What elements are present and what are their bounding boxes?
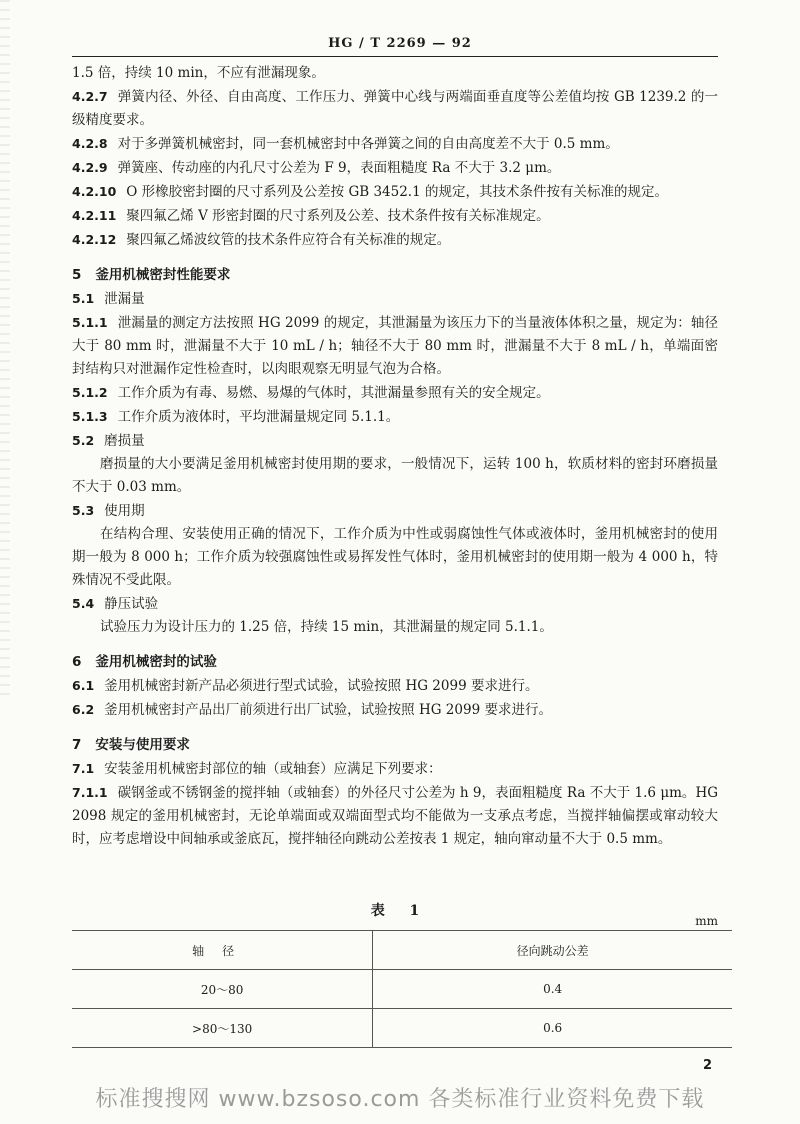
table-row — [72, 1009, 732, 1048]
clause-text: 使用期 — [104, 503, 145, 519]
clause-number: 6.2 — [72, 702, 95, 717]
table-title: 表 1 — [370, 903, 430, 919]
page-number: 2 — [702, 1058, 712, 1073]
table-cell: >80～130 — [72, 1009, 373, 1048]
clause-paragraph — [72, 62, 718, 85]
clause-number: 5.1.3 — [72, 409, 108, 424]
table-header-cell: 径向跳动公差 — [373, 931, 732, 970]
clause-text: 聚四氟乙烯 V 形密封圈的尺寸系列及公差、技术条件按有关标准规定。 — [126, 208, 550, 224]
clause-paragraph — [72, 381, 718, 405]
clause-text: 弹簧内径、外径、自由高度、工作压力、弹簧中心线与两端面垂直度等公差值均按 GB 1239.2 的一级精度要求。 — [72, 89, 718, 128]
clause-text: 试验压力为设计压力的 1.25 倍，持续 15 min，其泄漏量的规定同 5.1.1。 — [100, 619, 553, 635]
clause-text: 釜用机械密封新产品必须进行型式试验，试验按照 HG 2099 要求进行。 — [104, 678, 539, 694]
clause-paragraph — [72, 132, 718, 156]
clause-text: 釜用机械密封产品出厂前须进行出厂试验，试验按照 HG 2099 要求进行。 — [104, 702, 552, 718]
clause-paragraph — [72, 757, 718, 781]
clause-paragraph — [72, 311, 718, 381]
clause-text: 安装与使用要求 — [95, 737, 190, 753]
clause-number: 5.3 — [72, 503, 95, 518]
clause-paragraph — [72, 592, 718, 616]
clause-number: 5.1.2 — [72, 385, 108, 400]
clause-text: 磨损量的大小要满足釜用机械密封使用期的要求，一般情况下，运转 100 h，软质材料的密封环磨损量不大于 0.03 mm。 — [72, 456, 718, 495]
clause-paragraph — [72, 523, 718, 592]
clause-paragraph — [72, 429, 718, 453]
clause-text: 安装釜用机械密封部位的轴（或轴套）应满足下列要求： — [104, 761, 442, 777]
clause-number: 5.2 — [72, 433, 95, 448]
clause-text: 对于多弹簧机械密封，同一套机械密封中各弹簧之间的自由高度差不大于 0.5 mm。 — [117, 136, 619, 152]
table-header-row — [72, 931, 732, 970]
clause-text: 工作介质为有毒、易燃、易爆的气体时，其泄漏量参照有关的安全规定。 — [117, 385, 550, 401]
clause-number: 7.1.1 — [72, 785, 108, 800]
clause-paragraph — [72, 674, 718, 698]
clause-number: 4.2.10 — [72, 184, 117, 199]
page-header: HG / T 2269 — 92 — [328, 36, 472, 51]
clause-paragraph — [72, 616, 718, 639]
clause-text: 静压试验 — [104, 596, 159, 612]
clause-paragraph — [72, 180, 718, 204]
clause-text: 工作介质为液体时，平均泄漏量规定同 5.1.1。 — [117, 409, 400, 425]
clause-number: 4.2.7 — [72, 89, 108, 104]
table-1 — [72, 930, 732, 1048]
clause-number: 5.1 — [72, 291, 95, 306]
clause-text: 在结构合理、安装使用正确的情况下，工作介质为中性或弱腐蚀性气体或液体时，釜用机械密封的使用期一般为 8 000 h；工作介质为较强腐蚀性或易挥发性气体时，釜用机械密封的使用期一般为 4 000 h，特殊情况不受此限。 — [72, 526, 718, 588]
clause-text: 聚四氟乙烯波纹管的技术条件应符合有关标准的规定。 — [126, 232, 451, 248]
section-heading — [72, 734, 718, 757]
clause-paragraph — [72, 781, 718, 851]
clause-number: 4.2.8 — [72, 136, 108, 151]
clause-text: 釜用机械密封的试验 — [95, 654, 217, 670]
clause-paragraph — [72, 405, 718, 429]
clause-text: 泄漏量 — [104, 291, 145, 307]
table-unit: mm — [695, 914, 718, 928]
clause-paragraph — [72, 287, 718, 311]
clause-text: 弹簧座、传动座的内孔尺寸公差为 F 9，表面粗糙度 Ra 不大于 3.2 μm。 — [117, 160, 561, 176]
clause-paragraph — [72, 228, 718, 252]
clause-paragraph — [72, 698, 718, 722]
clause-text: 泄漏量的测定方法按照 HG 2099 的规定，其泄漏量为该压力下的当量液体体积之量，规定为：轴径大于 80 mm 时，泄漏量不大于 10 mL / h；轴径不大于 80 mm 时，泄漏量不大于 8 mL / h，单端面密封结构只对泄漏作定性检查时，以肉眼观察无明显气泡为合格。 — [72, 315, 718, 377]
clause-paragraph — [72, 499, 718, 523]
clause-number: 4.2.9 — [72, 160, 108, 175]
body-text — [72, 62, 718, 851]
clause-text: 釜用机械密封性能要求 — [95, 267, 231, 283]
clause-number: 7.1 — [72, 761, 95, 776]
table-cell: 0.4 — [373, 970, 732, 1009]
clause-number: 5 — [72, 267, 82, 283]
table-header-cell: 轴径 — [72, 931, 373, 970]
clause-paragraph — [72, 85, 718, 132]
section-heading — [72, 264, 718, 287]
clause-text: 磨损量 — [104, 433, 145, 449]
clause-paragraph — [72, 156, 718, 180]
table-cell: 20～80 — [72, 970, 373, 1009]
scan-edge-artifact — [0, 0, 10, 700]
header-rule — [72, 56, 718, 57]
clause-number: 4.2.12 — [72, 232, 117, 247]
clause-number: 5.4 — [72, 596, 95, 611]
clause-text: 碳钢釜或不锈钢釜的搅拌轴（或轴套）的外径尺寸公差为 h 9，表面粗糙度 Ra 不大于 1.6 μm。HG 2098 规定的釜用机械密封，无论单端面或双端面型式均不能做为一支承点考虑，当搅拌轴偏摆或窜动较大时，应考虑增设中间轴承或釜底瓦，搅拌轴径向跳动公差按表 1 规定，轴向窜动量不大于 0.5 mm。 — [72, 785, 718, 847]
clause-number: 6.1 — [72, 678, 95, 693]
clause-paragraph — [72, 204, 718, 228]
clause-number: 5.1.1 — [72, 315, 108, 330]
clause-text: 1.5 倍，持续 10 min，不应有泄漏现象。 — [72, 65, 325, 81]
clause-number: 7 — [72, 737, 82, 753]
clause-number: 6 — [72, 654, 82, 670]
clause-paragraph — [72, 453, 718, 499]
section-heading — [72, 651, 718, 674]
table-cell: 0.6 — [373, 1009, 732, 1048]
table-row — [72, 970, 732, 1009]
clause-text: O 形橡胶密封圈的尺寸系列及公差按 GB 3452.1 的规定，其技术条件按有关标准的规定。 — [126, 184, 668, 200]
clause-number: 4.2.11 — [72, 208, 117, 223]
watermark: 标准搜搜网 www.bzsoso.com 各类标准行业资料免费下载 — [95, 1087, 705, 1112]
